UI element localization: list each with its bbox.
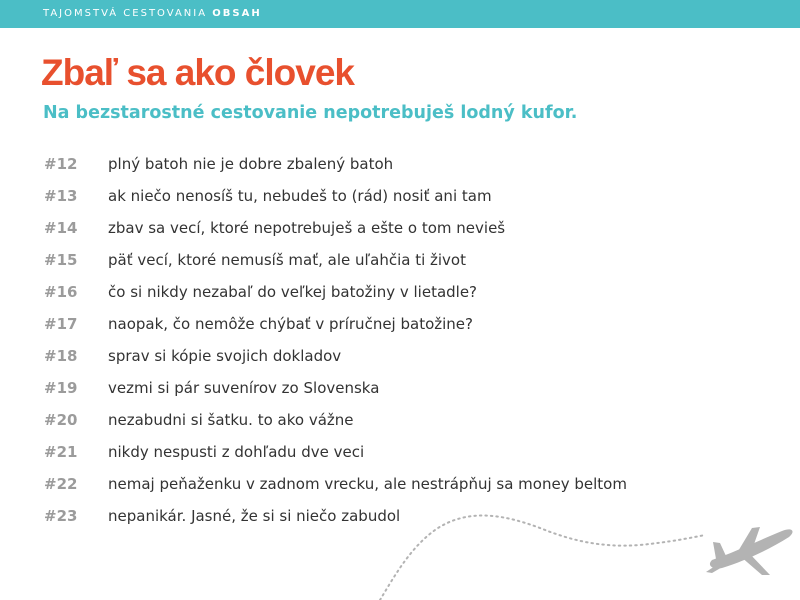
header-section-bold: OBSAH (212, 8, 262, 19)
toc-item-number: #16 (44, 283, 78, 301)
toc-item-number: #15 (44, 251, 78, 269)
toc-list (0, 150, 800, 534)
toc-item-number: #12 (44, 155, 78, 173)
toc-item-number: #18 (44, 347, 78, 365)
toc-item (0, 470, 800, 502)
toc-item-number: #13 (44, 187, 78, 205)
toc-item (0, 278, 800, 310)
toc-item (0, 214, 800, 246)
toc-item-number: #21 (44, 443, 78, 461)
toc-item-text: päť vecí, ktoré nemusíš mať, ale uľahčia ti život (108, 251, 466, 269)
toc-item-text: sprav si kópie svojich dokladov (108, 347, 342, 365)
toc-item (0, 502, 800, 534)
toc-item-number: #20 (44, 411, 78, 429)
toc-item (0, 246, 800, 278)
header-section-text: TAJOMSTVÁ CESTOVANIA (43, 8, 208, 19)
toc-item-number: #19 (44, 379, 78, 397)
toc-item-number: #23 (44, 507, 78, 525)
airplane-icon (706, 527, 793, 575)
toc-item-text: naopak, čo nemôže chýbať v príručnej batožine? (108, 315, 473, 333)
toc-item-number: #14 (44, 219, 78, 237)
toc-item (0, 150, 800, 182)
toc-item-text: nemaj peňaženku v zadnom vrecku, ale nestrápňuj sa money beltom (108, 475, 627, 493)
toc-item-text: vezmi si pár suvenírov zo Slovenska (108, 379, 380, 397)
toc-item (0, 182, 800, 214)
toc-item-text: ak niečo nenosíš tu, nebudeš to (rád) nosiť ani tam (108, 187, 492, 205)
toc-item-number: #22 (44, 475, 78, 493)
toc-item-text: čo si nikdy nezabaľ do veľkej batožiny v lietadle? (108, 283, 478, 301)
toc-item (0, 438, 800, 470)
page-title: Zbaľ sa ako človek (41, 52, 354, 93)
toc-item-text: nepanikár. Jasné, že si si niečo zabudol (108, 507, 401, 525)
page-subtitle: Na bezstarostné cestovanie nepotrebuješ lodný kufor. (43, 103, 578, 123)
toc-item-number: #17 (44, 315, 78, 333)
toc-item (0, 342, 800, 374)
toc-item (0, 310, 800, 342)
toc-item-text: nikdy nespusti z dohľadu dve veci (108, 443, 365, 461)
toc-item (0, 406, 800, 438)
header-section-label (43, 8, 262, 19)
header-bar (0, 0, 800, 28)
toc-item-text: zbav sa vecí, ktoré nepotrebuješ a ešte o tom nevieš (108, 219, 506, 237)
toc-item (0, 374, 800, 406)
toc-item-text: plný batoh nie je dobre zbalený batoh (108, 155, 394, 173)
toc-item-text: nezabudni si šatku. to ako vážne (108, 411, 354, 429)
